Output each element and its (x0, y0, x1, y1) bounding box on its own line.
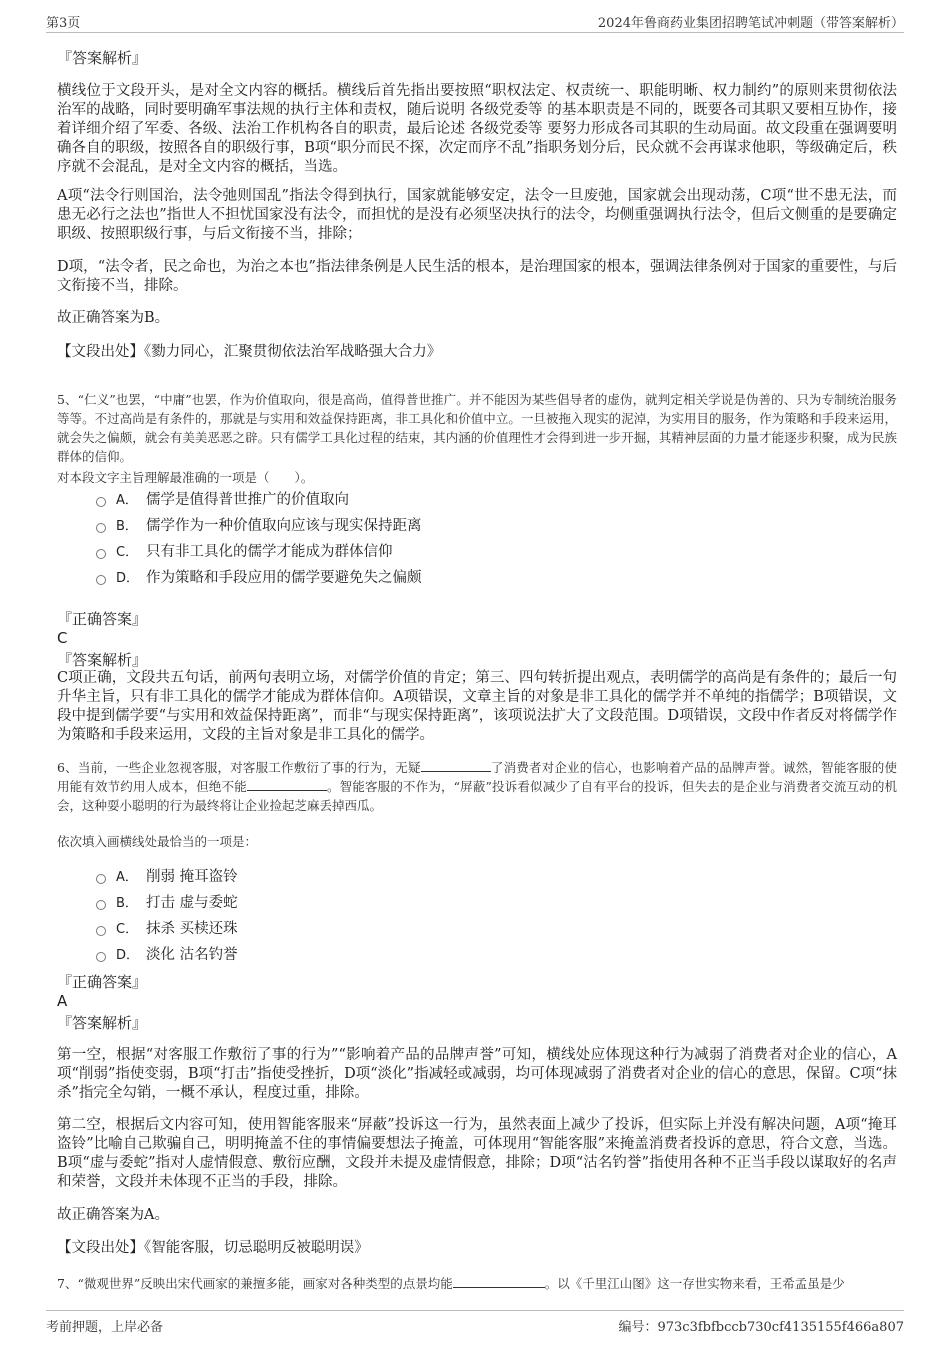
q5-correct-label: 『正确答案』 (57, 610, 148, 628)
footer-slogan: 考前押题，上岸必备 (46, 1320, 164, 1335)
q5-stem: 5、“仁义”也罢，“中庸”也罢，作为价值取向，很是高尚，值得普世推广。并不能因为某些倡导者的虚伪，就判定相关学说是伪善的、只为专制统治服务等等。不过高尚是有条件的，那就是与实用和效益保持距离，非工具化和价值中立。一旦被拖入现实的泥淖，为实用目的服务，作为策略和手段来运用，就会失之偏颇，就会有美美恶恶之辟。只有儒学工具化过程的结束，其内涵的价值理性才会得到进一步开掘，其精神层面的力量才能逐步积聚，成为民族群体的信仰。 (57, 392, 897, 464)
document-title: 2024年鲁商药业集团招聘笔试冲刺题（带答案解析） (597, 16, 904, 31)
document-code: 编号：973c3fbfbccb730cf4135155f466a807 (618, 1320, 904, 1335)
q4-conclusion: 故正确答案为B。 (57, 310, 170, 326)
q6-option-a[interactable]: A． 削弱 掩耳盗铃 (96, 866, 238, 889)
radio-icon[interactable] (96, 497, 106, 507)
radio-icon[interactable] (96, 926, 106, 936)
q5-correct-answer: C (57, 629, 68, 647)
q4-analysis-p2: A项“法令行则国治，法令弛则国乱”指法令得到执行，国家就能够安定，法令一旦废弛，国家就会出现动荡，C项“世不患无法，而患无必行之法也”指世人不担忧国家没有法令，而担忧的是没有必须坚决执行的法令，均侧重强调执行法令，但后文侧重的是要确定职级、按照职级行事，与后文衔接不当，排除； (57, 188, 897, 242)
q6-correct-answer: A (57, 992, 68, 1010)
q4-source: 【文段出处】《勠力同心，汇聚贯彻依法治军战略强大合力》 (57, 344, 442, 360)
radio-icon[interactable] (96, 575, 106, 585)
fill-blank-1 (421, 759, 491, 772)
q6-conclusion: 故正确答案为A。 (57, 1207, 169, 1223)
q6-correct-label: 『正确答案』 (57, 973, 148, 991)
q5-option-a[interactable]: A． 儒学是值得普世推广的价值取向 (96, 489, 349, 512)
q4-analysis-p1: 横线位于文段开头，是对全文内容的概括。横线后首先指出要按照“职权法定、权责统一、职能明晰、权力制约”的原则来贯彻依法治军的战略，同时要明确军事法规的执行主体和责权，随后说明 各级党委等 的基本职责是不同的，既要各司其职又要相互协作，接着详细介绍了军委、各级、法治工作机构各自的职责，最后论述 各级党委等 要努力形成各司其职的生动局面。故文段重在强调要明确各自的职级，按照各自的职级行事，B项“职分而民不探，次定而序不乱”指职务划分后，民众就不会再谋求他职，等级确定后，秩序就不会混乱，是对全文内容的概括，当选。 (57, 83, 897, 175)
radio-icon[interactable] (96, 549, 106, 559)
q5-option-b[interactable]: B． 儒学作为一种价值取向应该与现实保持距离 (96, 515, 422, 538)
radio-icon[interactable] (96, 523, 106, 533)
radio-icon[interactable] (96, 900, 106, 910)
q5-option-c[interactable]: C． 只有非工具化的儒学才能成为群体信仰 (96, 541, 393, 564)
page-number: 第3页 (46, 16, 81, 31)
radio-icon[interactable] (96, 874, 106, 884)
q6-source: 【文段出处】《智能客服，切忌聪明反被聪明误》 (57, 1240, 369, 1256)
q7-stem: 7、“微观世界”反映出宋代画家的兼擅多能，画家对各种类型的点景均能 。以《千里江山图》这一存世实物来看，王希孟虽是少 (57, 1276, 845, 1291)
q5-analysis: C项正确，文段共五句话，前两句表明立场，对儒学价值的肯定；第三、四句转折提出观点，表明儒学的高尚是有条件的；最后一句升华主旨，只有非工具化的儒学才能成为群体信仰。A项错误，文章主旨的对象是非工具化的儒学并不单纯的指儒学；B项错误，文段中提到儒学要“与实用和效益保持距离”，而非“与现实保持距离”，该项说法扩大了文段范围。D项错误，文段中作者反对将儒学作为策略和手段来运用，文段的主旨对象是非工具化的儒学。 (57, 670, 897, 743)
page-footer (46, 1310, 904, 1335)
q6-option-d[interactable]: D． 淡化 沽名钓誉 (96, 944, 238, 967)
q6-option-c[interactable]: C． 抹杀 买椟还珠 (96, 918, 238, 941)
q5-ask: 对本段文字主旨理解最准确的一项是（ ）。 (57, 470, 314, 485)
q4-analysis-label: 『答案解析』 (57, 49, 148, 67)
fill-blank-2 (247, 778, 327, 791)
q6-ask: 依次填入画横线处最恰当的一项是： (57, 834, 258, 849)
q6-analysis-p2: 第二空，根据后文内容可知，使用智能客服来“屏蔽”投诉这一行为，虽然表面上减少了投诉，但实际上并没有解决问题，A项“掩耳盗铃”比喻自己欺骗自己，明明掩盖不住的事情偏要想法子掩盖，可体现用“智能客服”来掩盖消费者投诉的意思，符合文意，当选。B项“虚与委蛇”指对人虚情假意、敷衍应酬，文段并未提及虚情假意，排除；D项“沽名钓誉”指使用各种不正当手段以谋取好的名声和荣誉，文段并未体现不正当的手段，排除。 (57, 1117, 897, 1190)
q4-analysis-p3: D项，“法令者，民之命也，为治之本也”指法律条例是人民生活的根本，是治理国家的根本，强调法律条例对于国家的重要性，与后文衔接不当，排除。 (57, 259, 897, 294)
q6-option-b[interactable]: B． 打击 虚与委蛇 (96, 892, 238, 915)
fill-blank-3 (453, 1275, 545, 1288)
q6-analysis-label: 『答案解析』 (57, 1014, 148, 1032)
radio-icon[interactable] (96, 952, 106, 962)
page-header (46, 10, 904, 33)
q6-stem: 6、当前，一些企业忽视客服，对客服工作敷衍了事的行为，无疑 了消费者对企业的信心，也影响着产品的品牌声誉。诚然，智能客服的使用能有效节约用人成本，但绝不能 。智能客服的不作为，“屏蔽”投诉看似减少了自有平台的投诉，但失去的是企业与消费者交流互动的机会，这种耍小聪明的行为最终将让企业捡起芝麻丢掉西瓜。 (57, 760, 897, 813)
q6-analysis-p1: 第一空，根据“对客服工作敷衍了事的行为”“影响着产品的品牌声誉”可知，横线处应体现这种行为减弱了消费者对企业的信心，A项“削弱”指使变弱，B项“打击”指使受挫折，D项“淡化”指减轻或减弱，均可体现减弱了消费者对企业的信心的意思，保留。C项“抹杀”指完全勾销，一概不承认，程度过重，排除。 (57, 1047, 897, 1101)
q5-option-d[interactable]: D． 作为策略和手段应用的儒学要避免失之偏颇 (96, 567, 422, 590)
q5-analysis-label: 『答案解析』 (57, 651, 148, 669)
